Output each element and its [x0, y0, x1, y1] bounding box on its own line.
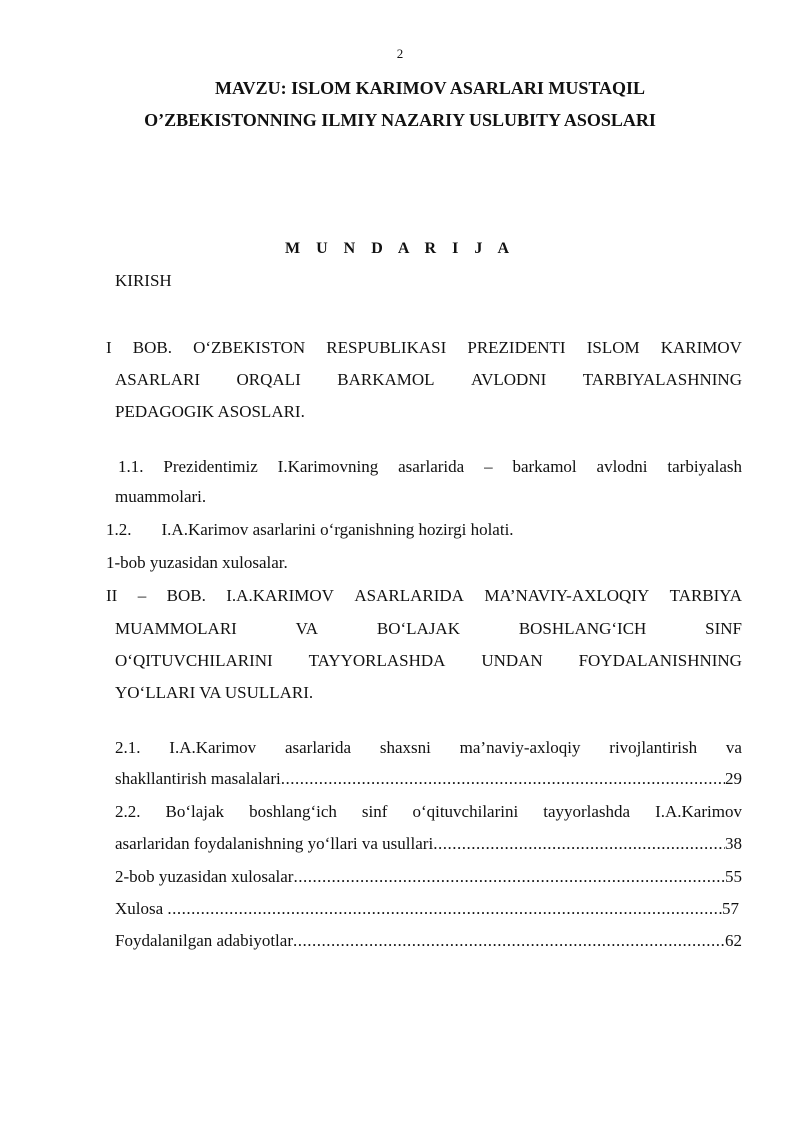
intro-entry: KIRISH — [115, 271, 172, 290]
chapter2-title-line-1 — [106, 586, 742, 606]
word: tayyorlashda — [543, 802, 631, 821]
section-2-2-text: asarlaridan foydalanishning yo‘llari va usullari — [115, 834, 434, 853]
word: rivojlantirish — [609, 738, 698, 757]
section-2-2-line-1 — [115, 802, 742, 822]
leader-dots — [433, 834, 725, 854]
word: 2.1. — [115, 738, 141, 757]
word: avlodni — [596, 457, 648, 476]
word: TARBIYA — [669, 586, 742, 605]
chapter1-title-line-3: PEDAGOGIK ASOSLARI. — [115, 402, 305, 421]
page-number: 2 — [396, 46, 404, 61]
contents-heading: M U N D A R I J A — [284, 240, 515, 257]
word: va — [725, 738, 742, 757]
section-1-1-line-1 — [118, 457, 742, 477]
word: ISLOM — [586, 338, 640, 357]
word: BOSHLANG‘ICH — [518, 619, 647, 638]
conclusion-page: 57 — [722, 899, 739, 918]
word: I — [106, 338, 112, 357]
references-entry — [115, 931, 742, 951]
word: I.Karimovning — [277, 457, 379, 476]
word: ma’naviy-axloqiy — [459, 738, 581, 757]
word: O‘QITUVCHILARINI — [115, 651, 273, 670]
word: 2.2. — [115, 802, 141, 821]
word: KARIMOV — [660, 338, 742, 357]
word: Bo‘lajak — [165, 802, 225, 821]
section-1-2-entry — [106, 520, 514, 540]
word: asarlarida — [284, 738, 352, 757]
word: Prezidentimiz — [163, 457, 258, 476]
conclusion-text: Xulosa — [115, 899, 168, 918]
word: tarbiyalash — [667, 457, 742, 476]
word: PREZIDENTI — [467, 338, 566, 357]
word: ORQALI — [236, 370, 301, 389]
word: AVLODNI — [471, 370, 547, 389]
title-line-2: O’ZBEKISTONNING ILMIY NAZARIY USLUBITY ASOSLARI — [144, 110, 656, 130]
chapter2-title-line-2 — [115, 619, 742, 639]
word: barkamol — [512, 457, 577, 476]
word: I.A.Karimov — [655, 802, 742, 821]
section-1-1-line-2: muammolari. — [115, 487, 207, 506]
word: FOYDALANISHNING — [578, 651, 742, 670]
chapter1-title-line-2 — [115, 370, 742, 390]
word: I.A.Karimov — [169, 738, 257, 757]
word: 1.1. — [118, 457, 144, 476]
word: ASARLARI — [115, 370, 201, 389]
section-2-1-line-1 — [115, 738, 742, 758]
leader-dots — [293, 867, 725, 887]
leader-dots — [281, 769, 725, 789]
word: MUAMMOLARI — [115, 619, 237, 638]
references-text: Foydalanilgan adabiyotlar — [115, 931, 293, 950]
section-1-2-number: 1.2. — [106, 520, 132, 539]
word: BOB. — [166, 586, 206, 605]
chapter2-conclusion-page: 55 — [725, 867, 742, 886]
word: VA — [295, 619, 319, 638]
leader-dots — [167, 899, 722, 919]
title-line-1: MAVZU: ISLOM KARIMOV ASARLARI MUSTAQIL — [214, 78, 646, 98]
section-2-2-line-2 — [115, 834, 742, 854]
chapter2-title-line-3 — [115, 651, 742, 671]
word: BO‘LAJAK — [376, 619, 460, 638]
word: I.A.KARIMOV — [226, 586, 334, 605]
word: II — [106, 586, 118, 605]
word: – — [484, 457, 493, 476]
word: UNDAN — [481, 651, 543, 670]
word: RESPUBLIKASI — [326, 338, 447, 357]
section-2-1-text: shakllantirish masalalari — [115, 769, 281, 788]
word: BOB. — [132, 338, 172, 357]
chapter1-title-line-1 — [106, 338, 742, 358]
word: TARBIYALASHNING — [582, 370, 742, 389]
word: MA’NAVIY-AXLOQIY — [484, 586, 650, 605]
section-2-2-page: 38 — [725, 834, 742, 853]
word: O‘ZBEKISTON — [193, 338, 306, 357]
word: o‘qituvchilarini — [412, 802, 519, 821]
section-1-2-text: I.A.Karimov asarlarini o‘rganishning hozirgi holati. — [161, 520, 514, 539]
conclusion-entry — [115, 899, 739, 919]
chapter1-conclusion: 1-bob yuzasidan xulosalar. — [106, 553, 288, 572]
section-2-1-page: 29 — [725, 769, 742, 788]
word: shaxsni — [379, 738, 431, 757]
word: BARKAMOL — [337, 370, 435, 389]
word: – — [137, 586, 147, 605]
leader-dots — [293, 931, 725, 951]
chapter2-conclusion — [115, 867, 742, 887]
word: sinf — [361, 802, 388, 821]
word: ASARLARIDA — [354, 586, 464, 605]
word: boshlang‘ich — [249, 802, 337, 821]
chapter2-conclusion-text: 2-bob yuzasidan xulosalar — [115, 867, 294, 886]
word: SINF — [705, 619, 742, 638]
chapter2-title-line-4: YO‘LLARI VA USULLARI. — [115, 683, 314, 702]
word: asarlarida — [398, 457, 465, 476]
word: TAYYORLASHDA — [308, 651, 446, 670]
references-page: 62 — [725, 931, 742, 950]
section-2-1-line-2 — [115, 769, 742, 789]
